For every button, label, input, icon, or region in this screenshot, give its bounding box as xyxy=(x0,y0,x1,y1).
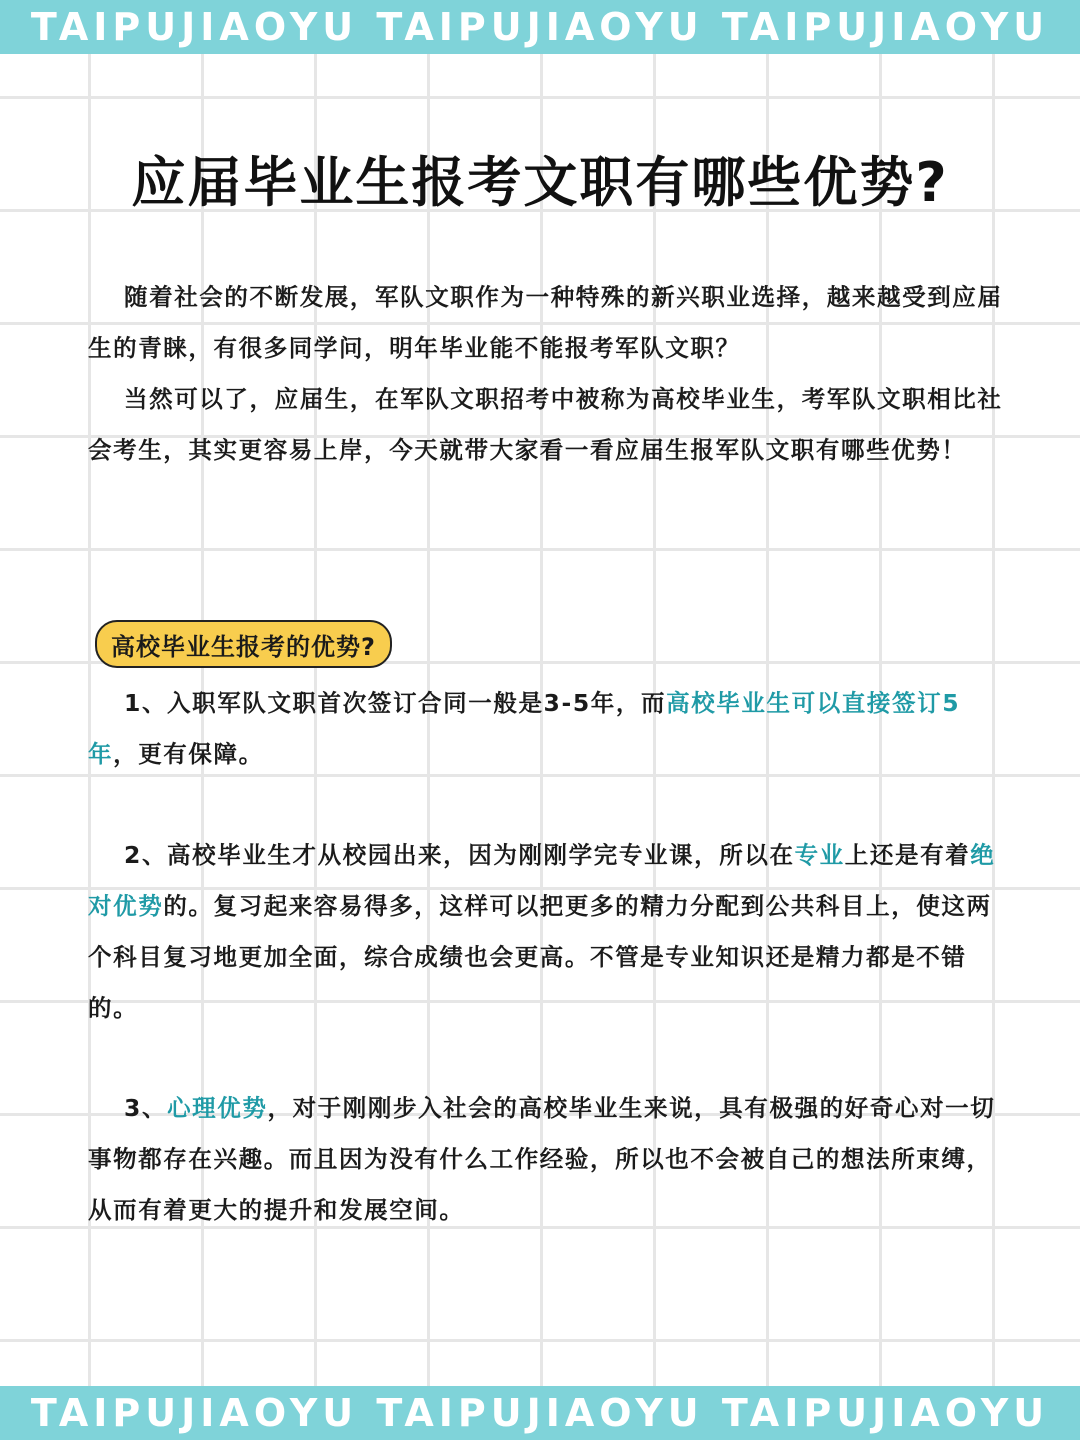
advantage-point-3: 3、心理优势，对于刚刚步入社会的高校毕业生来说，具有极强的好奇心对一切事物都存在兴趣。而且因为没有什么工作经验，所以也不会被自己的想法所束缚，从而有着更大的提升和发展空间。 xyxy=(88,1094,996,1224)
highlight-text: 高校毕业生可以直接签订5年 xyxy=(88,689,961,768)
advantage-point-1: 1、入职军队文职首次签订合同一般是3-5年，而高校毕业生可以直接签订5年，更有保障。 xyxy=(88,689,961,768)
page-title: 应届毕业生报考文职有哪些优势? xyxy=(131,151,949,214)
top-banner-text: TAIPUJIAOYU TAIPUJIAOYU TAIPUJIAOYU xyxy=(30,5,1050,49)
intro-paragraph-1: 随着社会的不断发展，军队文职作为一种特殊的新兴职业选择，越来越受到应届生的青睐，有很多同学问，明年毕业能不能报考军队文职？ xyxy=(88,283,1003,362)
bottom-banner-text: TAIPUJIAOYU TAIPUJIAOYU TAIPUJIAOYU xyxy=(30,1391,1050,1435)
highlight-text: 绝对优势 xyxy=(88,841,996,920)
highlight-text: 心理优势 xyxy=(167,1094,268,1122)
top-banner xyxy=(0,0,1080,54)
highlight-text: 专业 xyxy=(794,841,845,869)
intro-paragraph-2: 当然可以了，应届生，在军队文职招考中被称为高校毕业生，考军队文职相比社会考生，其实更容易上岸，今天就带大家看一看应届生报军队文职有哪些优势！ xyxy=(88,385,1003,464)
bottom-banner xyxy=(0,1386,1080,1440)
section-heading: 高校毕业生报考的优势? xyxy=(111,632,376,661)
advantage-point-2: 2、高校毕业生才从校园出来，因为刚刚学完专业课，所以在专业上还是有着绝对优势的。复习起来容易得多，这样可以把更多的精力分配到公共科目上，使这两个科目复习地更加全面，综合成绩也会更高。不管是专业知识还是精力都是不错的。 xyxy=(88,841,996,1022)
section-heading-pill xyxy=(95,620,392,668)
